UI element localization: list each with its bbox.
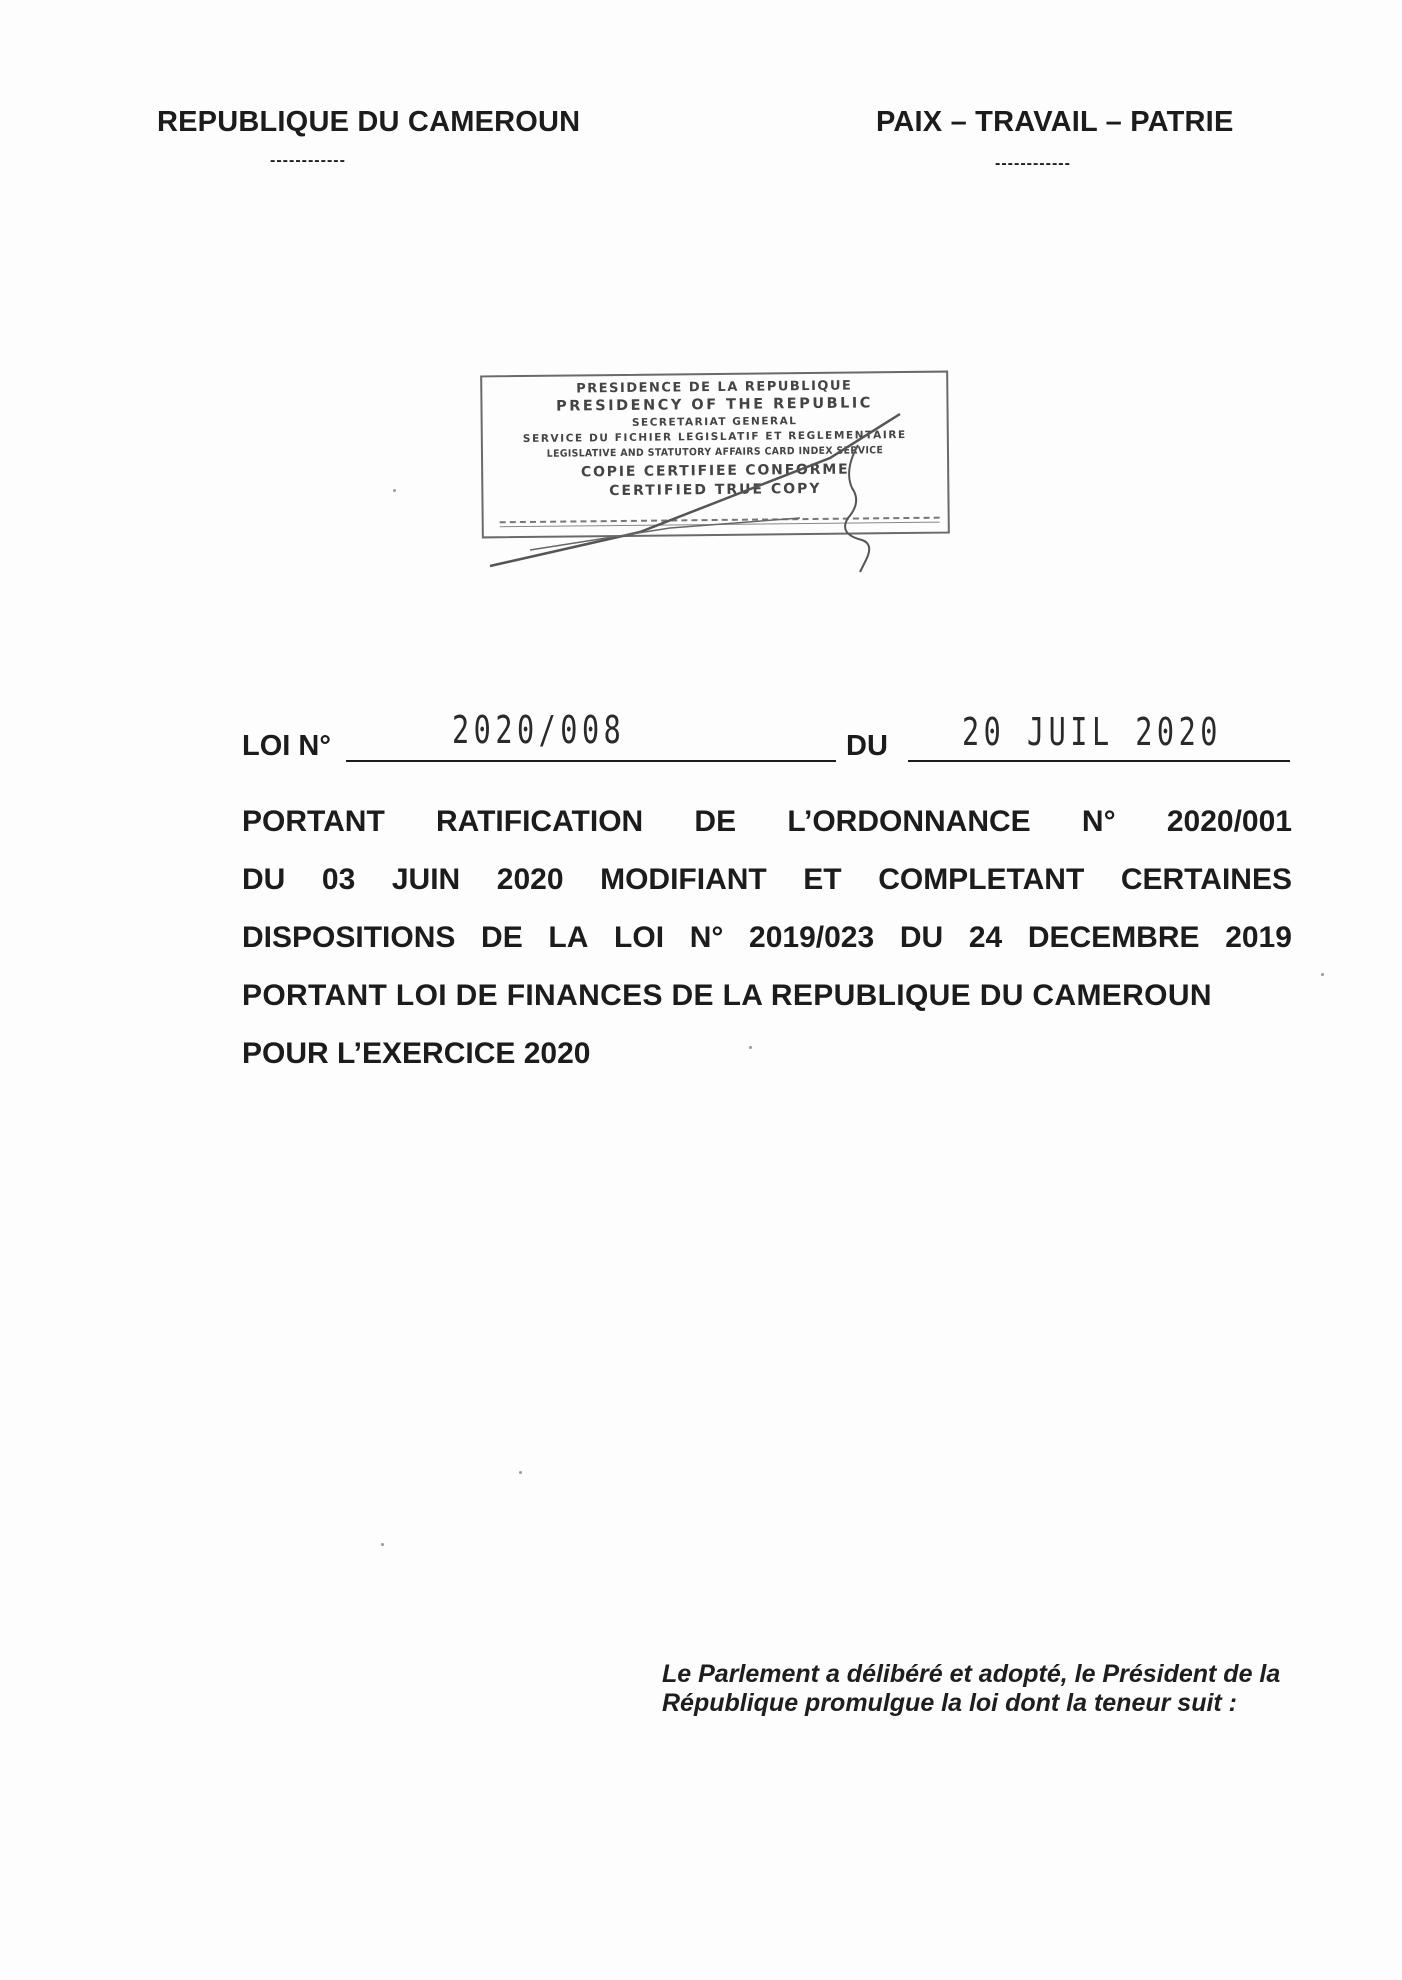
header-left-divider: ------------ <box>270 152 346 169</box>
stamp-line-copie: COPIE CERTIFIEE CONFORME <box>580 461 850 481</box>
title-word: DECEMBRE <box>1027 921 1200 954</box>
title-word: 2020 <box>496 863 564 896</box>
stamp-line-service-fr: SERVICE DU FICHIER LEGISLATIF ET REGLEMENTAIRE <box>522 428 907 446</box>
stamp-line-presidency: PRESIDENCY OF THE REPUBLIC <box>555 395 873 415</box>
title-word: 2019/023 <box>749 921 875 954</box>
signature-scrawl <box>470 400 970 580</box>
stamp-line-service-en: LEGISLATIVE AND STATUTORY AFFAIRS CARD INDEX SERVICE <box>546 445 884 460</box>
title-word: N° <box>1081 805 1116 838</box>
law-number-rule <box>346 760 836 762</box>
scan-speck <box>1321 973 1324 976</box>
title-word: L’ORDONNANCE <box>787 805 1031 838</box>
title-word: DU <box>242 863 286 896</box>
title-word: CERTAINES <box>1120 863 1292 896</box>
header-right-divider: ------------ <box>995 155 1071 172</box>
header-left-title: REPUBLIQUE DU CAMEROUN <box>157 106 581 138</box>
title-line-3 <box>242 920 1292 956</box>
stamp-line-secretariat: SECRETARIAT GENERAL <box>631 415 798 429</box>
scan-speck <box>519 1471 522 1474</box>
law-number-label: LOI N° <box>242 730 331 762</box>
title-word: DE <box>694 805 737 838</box>
title-word: ET <box>803 863 842 896</box>
title-word: 03 <box>321 863 356 896</box>
enacting-formula: Le Parlement a délibéré et adopté, le Président de la République promulgue la loi dont la teneur suit : <box>662 1660 1281 1717</box>
title-word: PORTANT <box>242 805 385 838</box>
title-word: JUIN <box>391 863 461 896</box>
scan-speck <box>381 1543 384 1546</box>
law-date-label: DU <box>846 730 888 762</box>
title-word: RATIFICATION <box>436 805 644 838</box>
stamp-line-presidence: PRESIDENCE DE LA REPUBLIQUE <box>576 378 853 397</box>
law-date-handwritten: 20 JUIL 2020 <box>962 710 1222 754</box>
title-word: COMPLETANT <box>878 863 1085 896</box>
title-word: DE <box>481 921 523 954</box>
law-number-handwritten: 2020/008 <box>452 708 626 752</box>
law-date-rule <box>908 760 1290 762</box>
title-word: DISPOSITIONS <box>242 921 456 954</box>
title-line-5: POUR L’EXERCICE 2020 <box>242 1037 591 1070</box>
title-word: N° <box>689 921 724 954</box>
title-word: 24 <box>968 921 1003 954</box>
title-word: 2020/001 <box>1166 805 1292 838</box>
scan-speck <box>393 489 396 492</box>
title-word: DU <box>899 921 944 954</box>
header-right-motto: PAIX – TRAVAIL – PATRIE <box>876 106 1234 138</box>
title-word: LOI <box>614 921 665 954</box>
stamp-line-certified: CERTIFIED TRUE COPY <box>609 480 822 500</box>
title-line-4: PORTANT LOI DE FINANCES DE LA REPUBLIQUE DU CAMEROUN <box>242 979 1212 1012</box>
title-word: MODIFIANT <box>600 863 767 896</box>
title-line-1 <box>242 804 1292 840</box>
title-line-2 <box>242 862 1292 898</box>
title-word: 2019 <box>1225 921 1292 954</box>
scan-speck <box>749 1046 752 1049</box>
title-word: LA <box>548 921 589 954</box>
